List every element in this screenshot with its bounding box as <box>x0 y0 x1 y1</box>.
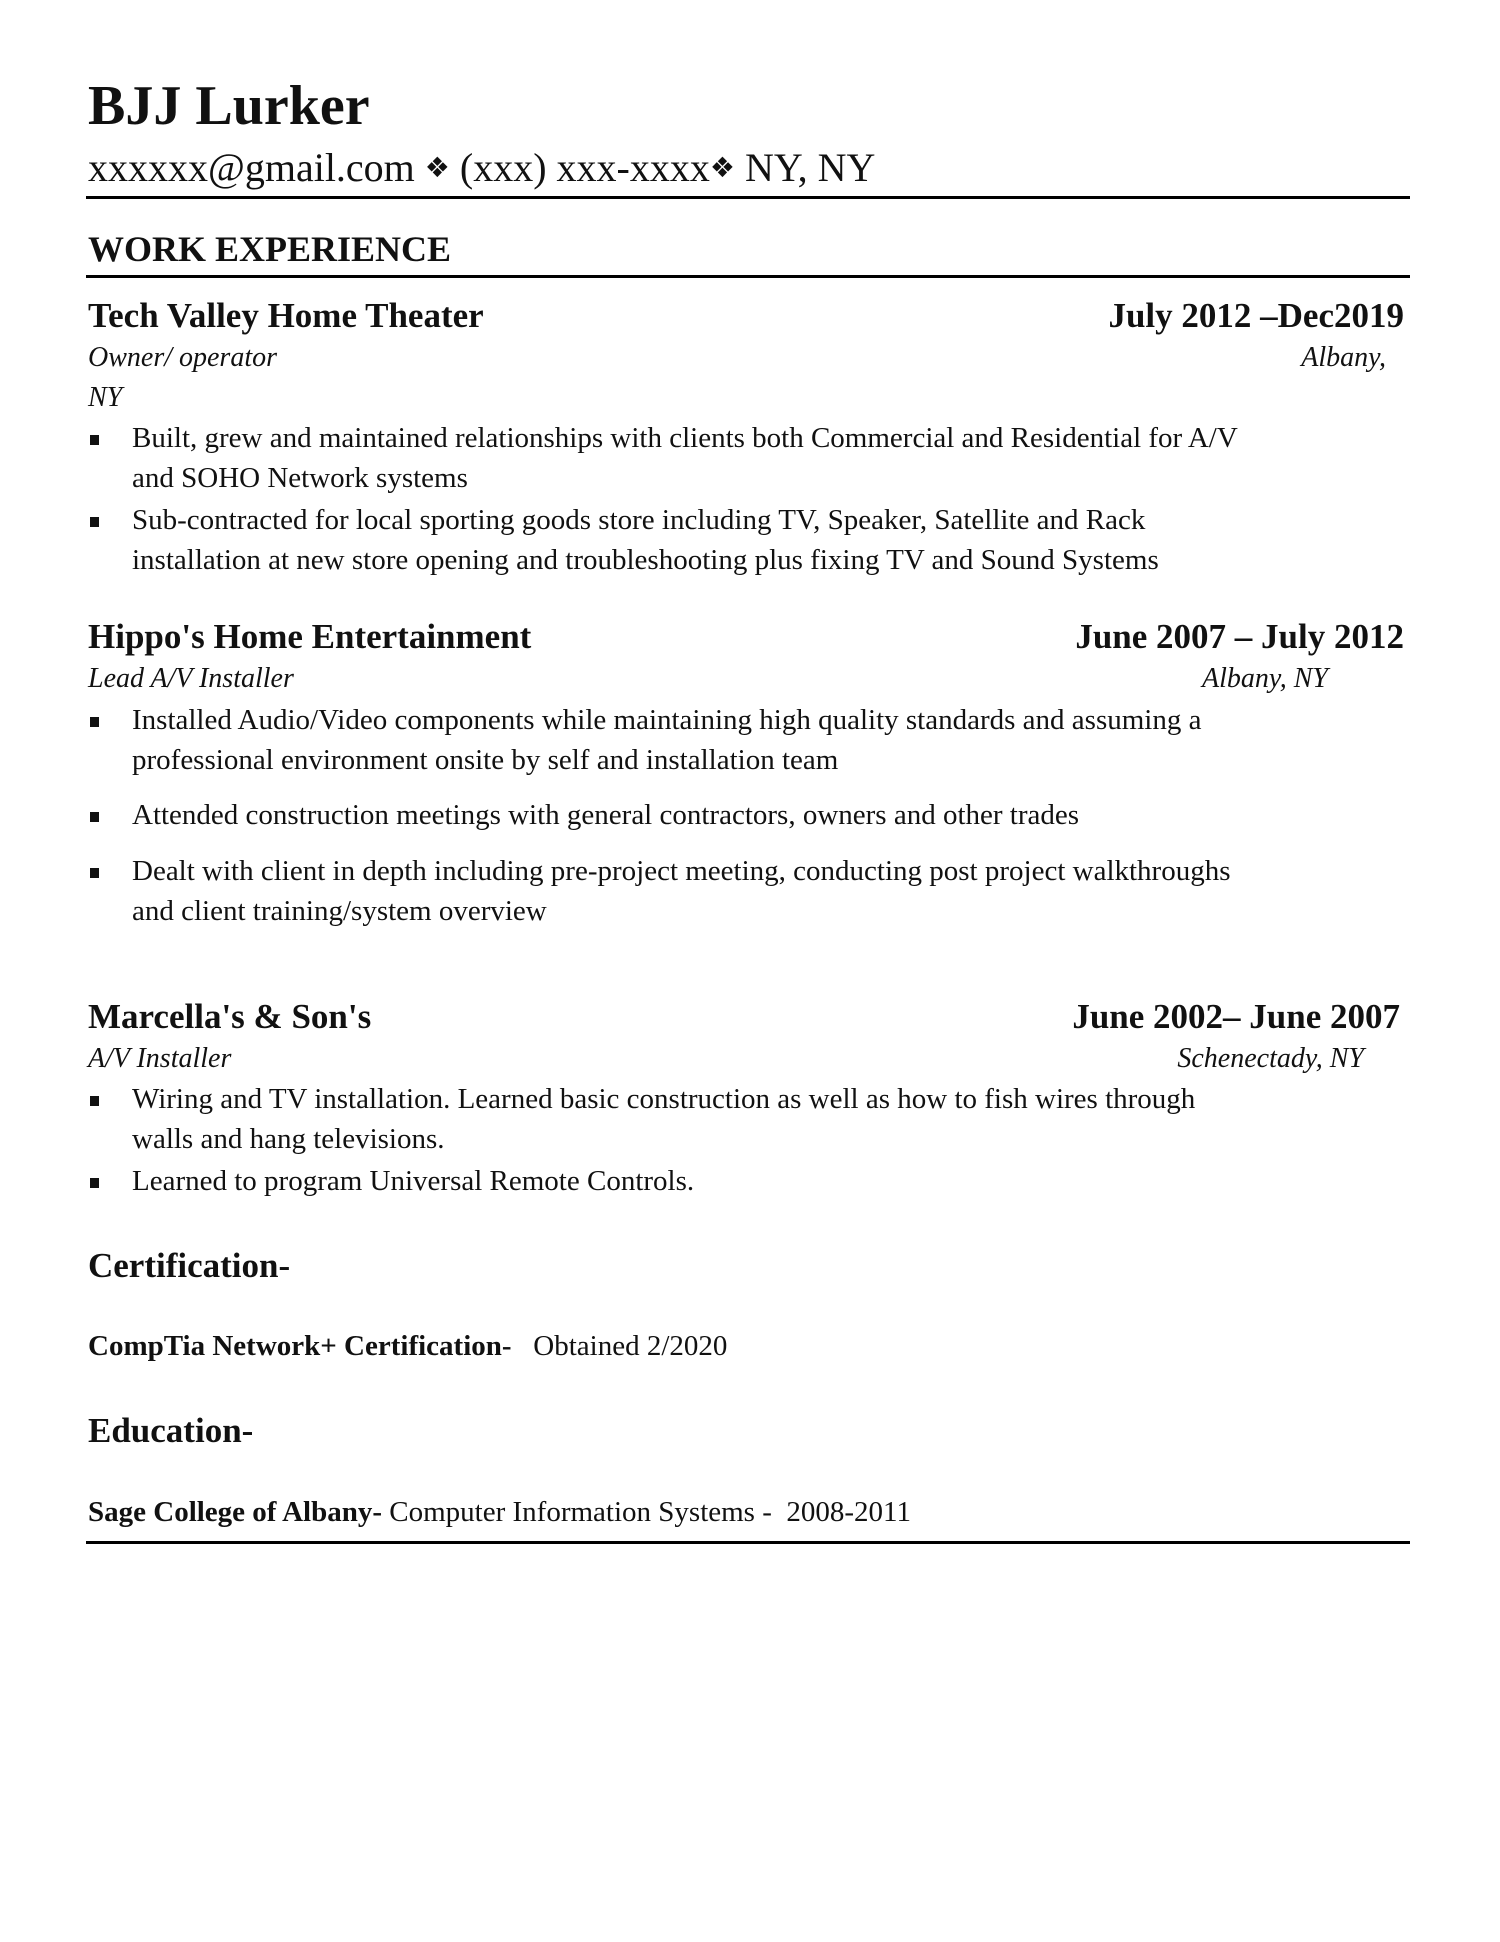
phone: (xxx) xxx-xxxx <box>459 145 710 190</box>
certification-entry <box>88 1332 727 1361</box>
bullet-text-continued: professional environment onsite by self and installation team <box>132 744 839 776</box>
section-heading-certification: Certification- <box>88 1246 291 1285</box>
certification-name: CompTia Network+ Certification- <box>88 1330 512 1362</box>
candidate-name: BJJ Lurker <box>88 75 370 137</box>
email[interactable]: xxxxxx@gmail.com <box>88 145 415 190</box>
footer-divider <box>86 1541 1410 1544</box>
bullet-text: Learned to program Universal Remote Controls. <box>132 1165 695 1197</box>
bullet-square-icon <box>90 1178 99 1188</box>
bullet-text-continued: and client training/system overview <box>132 895 547 927</box>
job-location-continued: NY <box>88 382 123 413</box>
bullet-text-continued: and SOHO Network systems <box>132 462 468 494</box>
bullet-square-icon <box>90 435 99 445</box>
bullet-square-icon <box>90 517 99 527</box>
job-dates: July 2012 –Dec2019 <box>1108 296 1404 335</box>
separator-diamond-icon: ❖ <box>424 151 450 184</box>
job-role: Lead A/V Installer <box>88 663 294 694</box>
education-entry <box>88 1498 911 1527</box>
job-dates: June 2002– June 2007 <box>1072 997 1400 1036</box>
company-name: Hippo's Home Entertainment <box>88 617 532 656</box>
contact-line <box>88 145 876 190</box>
bullet-text: Wiring and TV installation. Learned basic construction as well as how to fish wires through <box>132 1083 1196 1115</box>
job-location: Albany, NY <box>1201 663 1328 694</box>
school-name: Sage College of Albany- <box>88 1496 383 1528</box>
location: NY, NY <box>744 145 876 190</box>
bullet-text: Built, grew and maintained relationships with clients both Commercial and Residential for A/V <box>132 422 1238 454</box>
section-heading-education: Education- <box>88 1411 254 1450</box>
section-heading-work-experience: WORK EXPERIENCE <box>88 229 452 269</box>
company-name: Marcella's & Son's <box>88 997 372 1036</box>
bullet-text: Dealt with client in depth including pre-project meeting, conducting post project walkthroughs <box>132 855 1231 887</box>
bullet-square-icon <box>90 868 99 878</box>
job-role: Owner/ operator <box>88 342 277 373</box>
header-divider <box>86 196 1410 199</box>
bullet-square-icon <box>90 1096 99 1106</box>
education-years: 2008-2011 <box>786 1496 911 1528</box>
bullet-text: Attended construction meetings with general contractors, owners and other trades <box>132 799 1080 831</box>
bullet-text: Sub-contracted for local sporting goods store including TV, Speaker, Satellite and Rack <box>132 504 1146 536</box>
bullet-square-icon <box>90 717 99 727</box>
bullet-text: Installed Audio/Video components while maintaining high quality standards and assuming a <box>132 704 1202 736</box>
bullet-square-icon <box>90 812 99 822</box>
certification-detail: Obtained 2/2020 <box>533 1330 728 1362</box>
job-location: Albany, <box>1301 342 1386 373</box>
section-divider <box>86 275 1410 278</box>
bullet-text-continued: walls and hang televisions. <box>132 1123 445 1155</box>
separator-diamond-icon: ❖ <box>709 151 735 184</box>
job-role: A/V Installer <box>88 1043 232 1074</box>
bullet-text-continued: installation at new store opening and troubleshooting plus fixing TV and Sound Systems <box>132 544 1159 576</box>
job-dates: June 2007 – July 2012 <box>1075 617 1404 656</box>
company-name: Tech Valley Home Theater <box>88 296 484 335</box>
job-location: Schenectady, NY <box>1177 1043 1364 1074</box>
program: Computer Information Systems - <box>389 1496 772 1528</box>
